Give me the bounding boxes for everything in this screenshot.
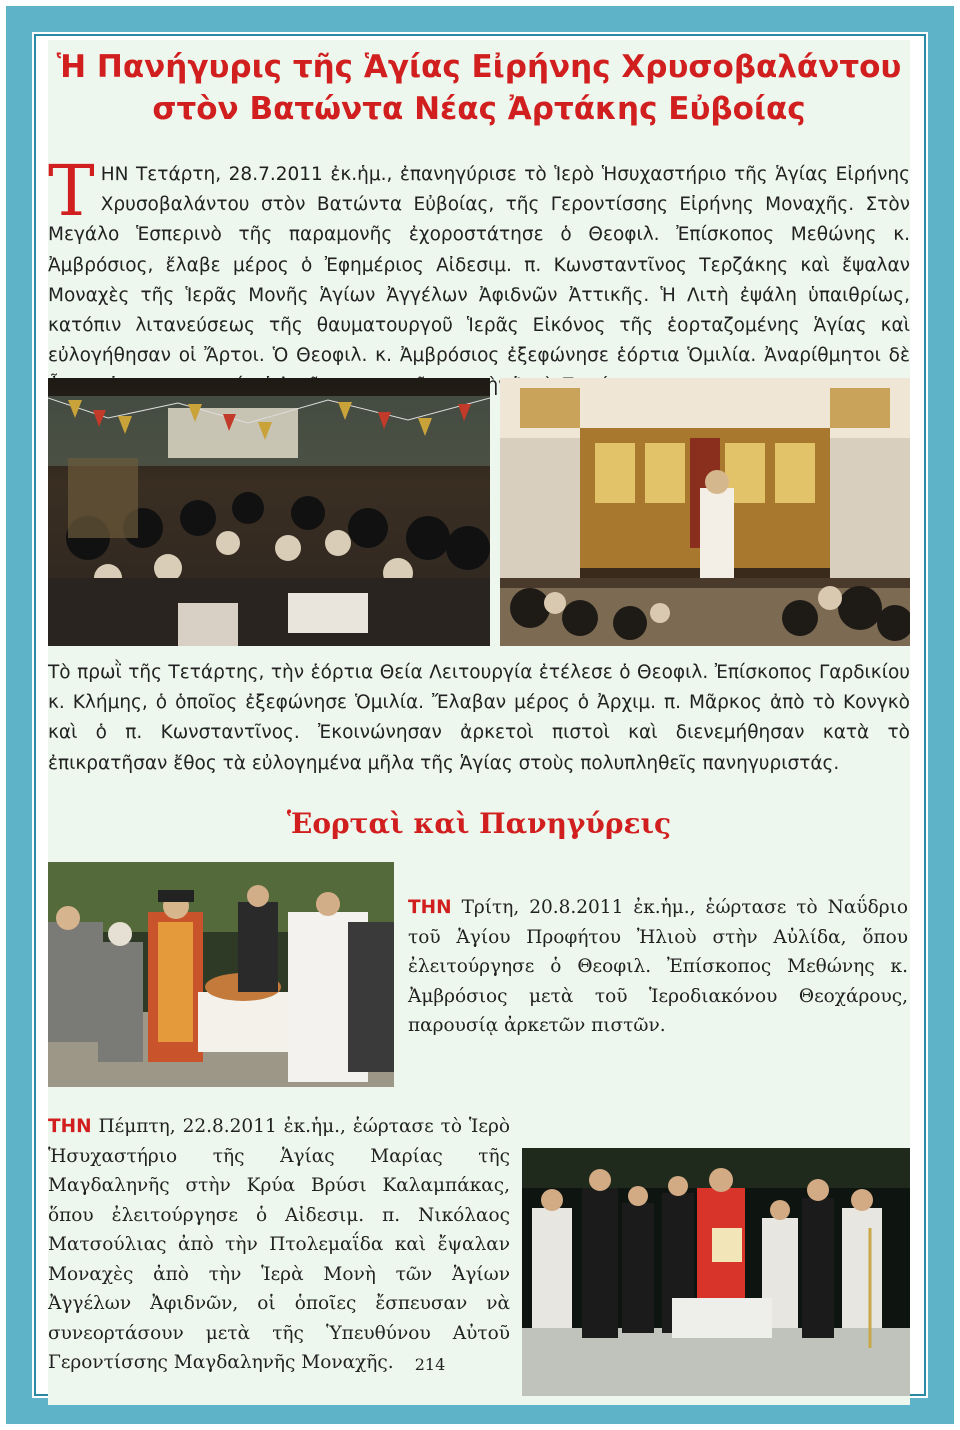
- drop-cap: Τ: [48, 150, 95, 232]
- paragraph-3: [408, 893, 908, 1041]
- paragraph-2: Τὸ πρωῒ τῆς Τετάρτης, τὴν ἑόρτια Θεία Λειτουργία ἐτέλεσε ὁ Θεοφιλ. Ἐπίσκοπος Γαρδικίου κ. Κλήμης, ὁ ὁποῖος ἐξεφώνησε Ὁμιλία. Ἔλαβαν μέρος ὁ Ἀρχιμ. π. Μᾶρκος ἀπὸ τὸ Κονγκὸ καὶ ὁ π. Κωνσταντῖνος. Ἐκοινώνησαν ἀρκετοὶ πιστοὶ καὶ διενεμήθησαν κατὰ τὸ ἐπικρατῆσαν ἔθος τὰ εὐλογημένα μῆλα τῆς Ἁγίας στοὺς πολυπληθεῖς πανηγυριστάς.: [48, 662, 910, 774]
- article-title-line-2: στὸν Βατώντα Νέας Ἀρτάκης Εὐβοίας: [152, 91, 806, 127]
- paragraph-1-text: Τετάρτη, 28.7.2011 ἐκ.ἡμ., ἐπανηγύρισε τὸ Ἱερὸ Ἡσυχαστήριο τῆς Ἁγίας Εἰρήνης Χρυσοβαλάντου στὸν Βατώντα Εὐβοίας, τῆς Γεροντίσσης Εἰρήνης Μοναχῆς. Στὸν Μεγάλο Ἑσπερινὸ τῆς παραμονῆς ἐχοροστάτησε ὁ Θεοφιλ. Ἐπίσκοπος Μεθώνης κ. Ἀμβρόσιος, ἔλαβε μέρος ὁ Ἐφημέριος Αἰδεσιμ. π. Κωνσταντῖνος Τερζάκης καὶ ἔψαλαν Μοναχὲς τῆς Ἱερᾶς Μονῆς Ἁγίων Ἀγγέλων Ἀφιδνῶν Ἀττικῆς. Ἡ Λιτὴ ἐψάλη ὑπαιθρίως, κατόπιν λιτανεύσεως τῆς θαυματουργοῦ Ἱερᾶς Εἰκόνος τῆς ἑορταζομένης Ἁγίας καὶ εὐλογήθησαν οἱ Ἄρτοι. Ὁ Θεοφιλ. κ. Ἀμβρόσιος ἐξεφώνησε ἑόρτια Ὁμιλία. Ἀναρίθμητοι δὲ: [48, 164, 910, 367]
- paragraph-4-text: Πέμπτη, 22.8.2011 ἐκ.ἡμ., ἑώρτασε τὸ Ἱερὸ Ἡσυχαστήριο τῆς Ἁγίας Μαρίας τῆς Μαγδαληνῆς στὴν Κρύα Βρύσι Καλαμπάκας, ὅπου ἐλειτούργησε ὁ Αἰδεσιμ. π. Νικόλαος Ματσούλιας ἀπὸ τὴν Πτολεμαΐδα καὶ ἔψαλαν Μοναχὲς ἀπὸ τὴν Ἱερὰ Μονὴ τῶν Ἁγίων Ἀγγέλων Ἀφιδνῶν, οἱ ὁποῖες ἔσπευσαν νὰ συνεορτάσουν μετὰ τῆς Ὑπευθύνου Αὐτοῦ Γεροντίσσης Μαγδαληνῆς Μοναχῆς.: [48, 1116, 511, 1373]
- article-title-line-1: Ἡ Πανήγυρις τῆς Ἁγίας Εἰρήνης Χρυσοβαλάντου: [56, 49, 902, 85]
- paragraph-4-lead: ΤΗΝ: [48, 1116, 92, 1137]
- paragraph-3-lead: ΤΗΝ: [408, 897, 452, 918]
- section-title: Ἑορταὶ καὶ Πανηγύρεις: [286, 807, 672, 840]
- page-number: 214: [400, 1355, 460, 1374]
- photo-group-night: [522, 1148, 910, 1396]
- paragraph-1: [48, 150, 910, 402]
- page-content: [48, 40, 910, 1405]
- photo-vespers-crowd: [48, 378, 490, 646]
- paragraph-4: [48, 1112, 510, 1378]
- paragraph-3-text: Τρίτη, 20.8.2011 ἐκ.ἡμ., ἑώρτασε τὸ Ναΰδριο τοῦ Ἁγίου Προφήτου Ἠλιοὺ στὴν Αὐλίδα, ὅπου ἐλειτούργησε ὁ Θεοφιλ. Ἐπίσκοπος Μεθώνης κ. Ἀμβρόσιος μετὰ τοῦ Ἱεροδιακόνου Θεοχάρους, παρουσίᾳ ἀρκετῶν πιστῶν.: [408, 897, 908, 1036]
- photo-outdoor-liturgy: [48, 862, 394, 1087]
- paragraph-1-lead: ΗΝ: [100, 164, 129, 185]
- photo-church-interior: [500, 378, 910, 646]
